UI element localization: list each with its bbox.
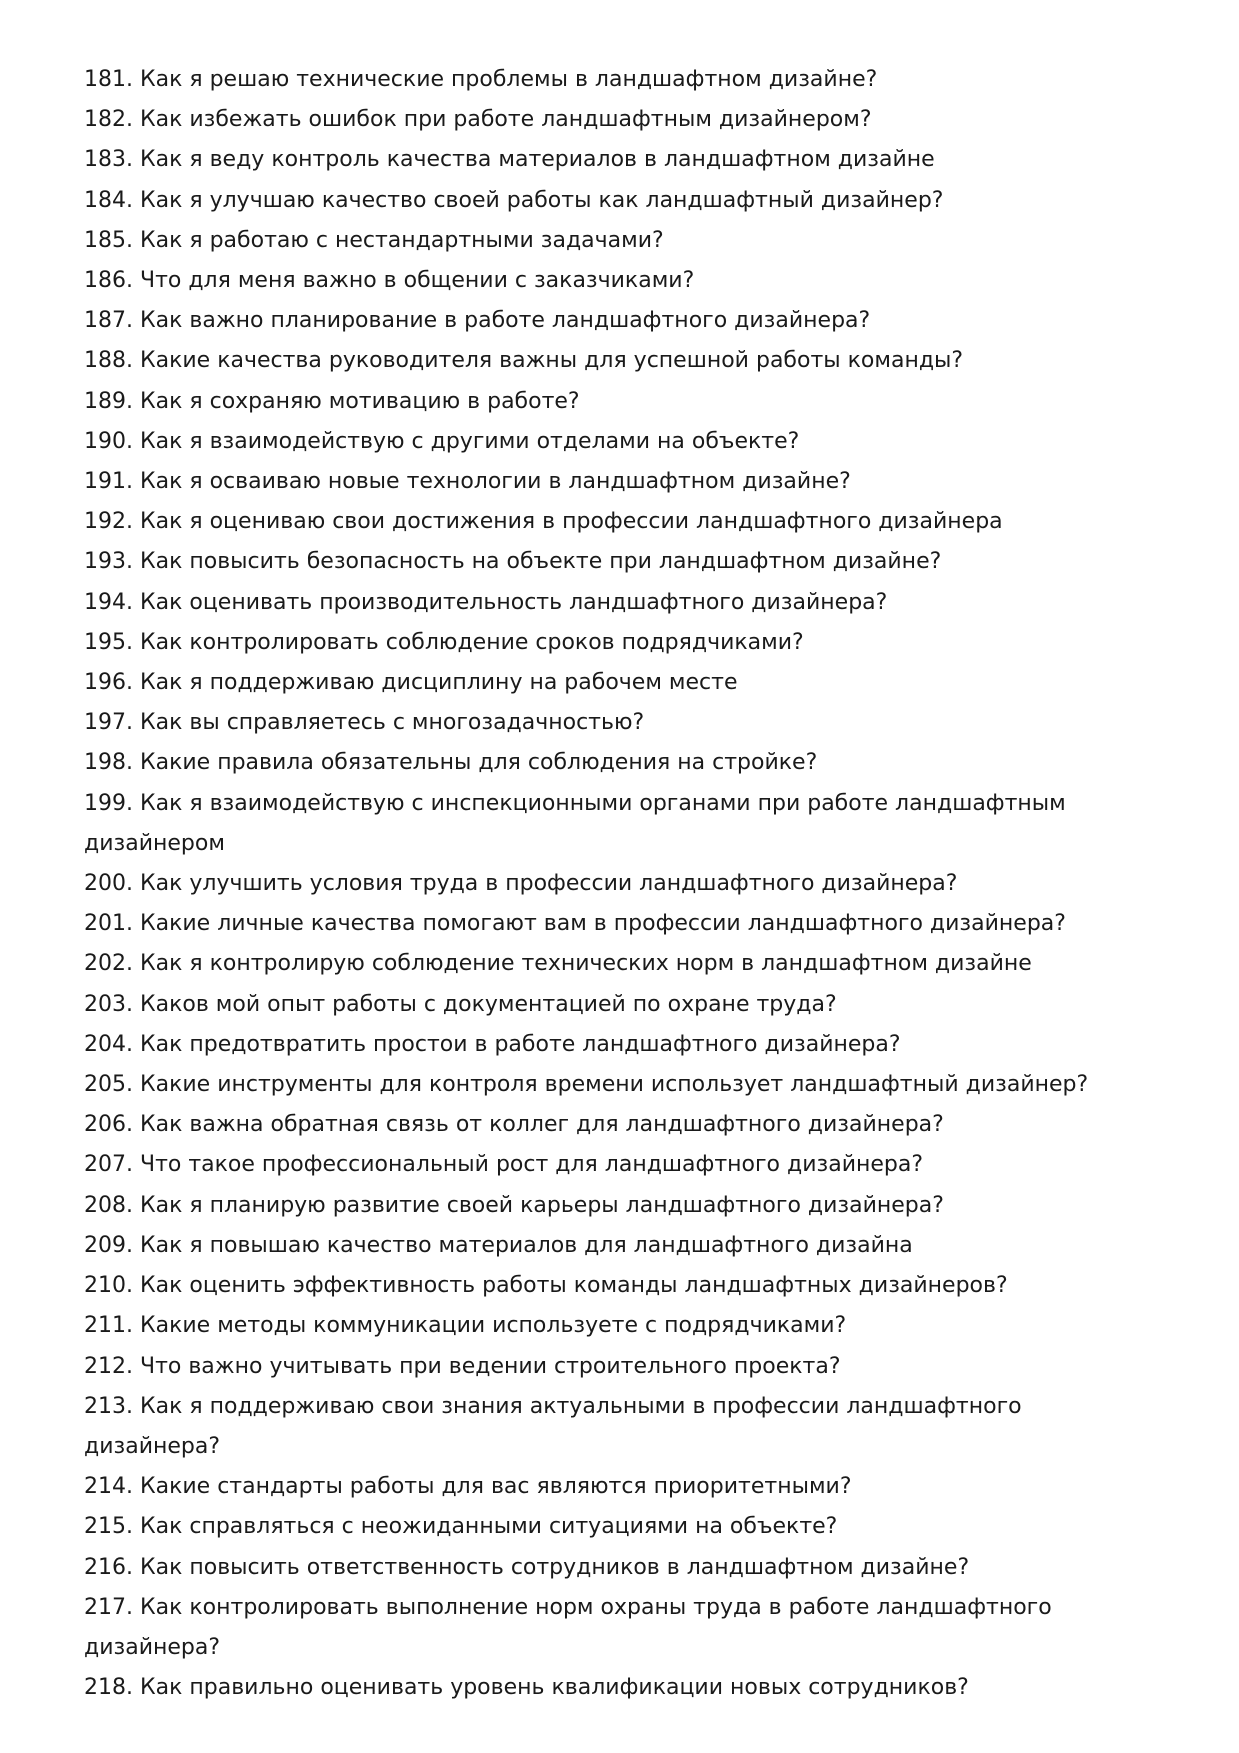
list-item <box>84 301 1164 341</box>
item-number: 182. <box>84 107 133 133</box>
item-text: Как улучшить условия труда в профессии ландшафтного дизайнера? <box>139 871 958 897</box>
item-number: 196. <box>84 670 133 696</box>
item-text: Как контролировать выполнение норм охраны труда в работе ландшафтного дизайнера? <box>84 1594 1052 1660</box>
item-number: 187. <box>84 308 133 334</box>
list-item <box>84 864 1164 904</box>
item-text: Как я работаю с нестандартными задачами? <box>139 227 664 253</box>
list-item <box>84 1347 1164 1387</box>
list-item <box>84 904 1164 944</box>
list-item <box>84 583 1164 623</box>
item-number: 198. <box>84 750 133 776</box>
item-text: Как я веду контроль качества материалов в ландшафтном дизайне <box>139 147 935 173</box>
item-text: Как вы справляетесь с многозадачностью? <box>139 710 645 736</box>
item-number: 215. <box>84 1514 133 1540</box>
item-number: 184. <box>84 187 133 213</box>
list-item <box>84 1065 1164 1105</box>
list-item <box>84 1145 1164 1185</box>
item-text: Что для меня важно в общении с заказчиками? <box>139 268 695 294</box>
item-number: 192. <box>84 509 133 535</box>
item-number: 208. <box>84 1192 133 1218</box>
item-number: 199. <box>84 790 133 816</box>
item-number: 211. <box>84 1313 133 1339</box>
list-item <box>84 784 1164 864</box>
item-number: 216. <box>84 1554 133 1580</box>
item-text: Как я взаимодействую с другими отделами на объекте? <box>139 428 800 454</box>
list-item <box>84 985 1164 1025</box>
item-number: 218. <box>84 1675 133 1701</box>
item-number: 197. <box>84 710 133 736</box>
item-number: 207. <box>84 1152 133 1178</box>
item-text: Как повысить ответственность сотрудников в ландшафтном дизайне? <box>139 1554 970 1580</box>
item-number: 210. <box>84 1273 133 1299</box>
item-text: Как важна обратная связь от коллег для ландшафтного дизайнера? <box>139 1112 944 1138</box>
item-text: Как оценить эффективность работы команды ландшафтных дизайнеров? <box>139 1273 1008 1299</box>
item-number: 214. <box>84 1474 133 1500</box>
question-list <box>84 60 1164 1708</box>
item-text: Как я решаю технические проблемы в ландшафтном дизайне? <box>139 67 878 92</box>
item-text: Какие правила обязательны для соблюдения на стройке? <box>139 750 818 776</box>
item-number: 195. <box>84 629 133 655</box>
list-item <box>84 1548 1164 1588</box>
item-number: 201. <box>84 911 133 937</box>
list-item <box>84 1588 1164 1668</box>
list-item <box>84 1025 1164 1065</box>
list-item <box>84 221 1164 261</box>
item-number: 186. <box>84 268 133 294</box>
item-text: Какие качества руководителя важны для успешной работы команды? <box>139 348 964 374</box>
item-text: Как предотвратить простои в работе ландшафтного дизайнера? <box>139 1031 901 1057</box>
list-item <box>84 1105 1164 1145</box>
list-item <box>84 382 1164 422</box>
item-number: 191. <box>84 469 133 495</box>
list-item <box>84 261 1164 301</box>
item-text: Какие инструменты для контроля времени использует ландшафтный дизайнер? <box>139 1072 1089 1098</box>
item-number: 183. <box>84 147 133 173</box>
item-number: 189. <box>84 388 133 414</box>
item-number: 205. <box>84 1072 133 1098</box>
item-number: 181. <box>84 67 133 92</box>
list-item <box>84 743 1164 783</box>
list-item <box>84 422 1164 462</box>
list-item <box>84 663 1164 703</box>
item-text: Как важно планирование в работе ландшафтного дизайнера? <box>139 308 871 334</box>
list-item <box>84 542 1164 582</box>
item-text: Как справляться с неожиданными ситуациями на объекте? <box>139 1514 838 1540</box>
item-number: 212. <box>84 1353 133 1379</box>
item-text: Как я оцениваю свои достижения в профессии ландшафтного дизайнера <box>139 509 1003 535</box>
list-item <box>84 181 1164 221</box>
list-item <box>84 60 1164 100</box>
item-text: Какие стандарты работы для вас являются приоритетными? <box>139 1474 852 1500</box>
item-number: 209. <box>84 1232 133 1258</box>
item-text: Как я планирую развитие своей карьеры ландшафтного дизайнера? <box>139 1192 944 1218</box>
item-number: 185. <box>84 227 133 253</box>
item-text: Что такое профессиональный рост для ландшафтного дизайнера? <box>139 1152 924 1178</box>
item-text: Как я взаимодействую с инспекционными органами при работе ландшафтным дизайнером <box>84 790 1066 856</box>
item-text: Как я поддерживаю дисциплину на рабочем месте <box>139 670 738 696</box>
item-text: Каков мой опыт работы с документацией по охране труда? <box>139 991 837 1017</box>
item-number: 204. <box>84 1031 133 1057</box>
list-item <box>84 1387 1164 1467</box>
item-text: Как я повышаю качество материалов для ландшафтного дизайна <box>139 1232 913 1258</box>
item-text: Какие личные качества помогают вам в профессии ландшафтного дизайнера? <box>139 911 1066 937</box>
item-number: 202. <box>84 951 133 977</box>
item-text: Как оценивать производительность ландшафтного дизайнера? <box>139 589 888 615</box>
item-text: Как я сохраняю мотивацию в работе? <box>139 388 580 414</box>
item-text: Как я улучшаю качество своей работы как ландшафтный дизайнер? <box>139 187 944 213</box>
list-item <box>84 140 1164 180</box>
item-number: 217. <box>84 1594 133 1620</box>
list-item <box>84 623 1164 663</box>
item-text: Как контролировать соблюдение сроков подрядчиками? <box>139 629 804 655</box>
item-number: 213. <box>84 1393 133 1419</box>
list-item <box>84 703 1164 743</box>
item-text: Как я поддерживаю свои знания актуальными в профессии ландшафтного дизайнера? <box>84 1393 1022 1459</box>
item-text: Как избежать ошибок при работе ландшафтным дизайнером? <box>139 107 872 133</box>
item-number: 190. <box>84 428 133 454</box>
list-item <box>84 1266 1164 1306</box>
list-item <box>84 944 1164 984</box>
list-item <box>84 1467 1164 1507</box>
list-item <box>84 1306 1164 1346</box>
item-number: 194. <box>84 589 133 615</box>
item-number: 200. <box>84 871 133 897</box>
item-number: 203. <box>84 991 133 1017</box>
list-item <box>84 100 1164 140</box>
item-number: 206. <box>84 1112 133 1138</box>
item-number: 193. <box>84 549 133 575</box>
list-item <box>84 462 1164 502</box>
list-item <box>84 502 1164 542</box>
item-text: Что важно учитывать при ведении строительного проекта? <box>139 1353 841 1379</box>
item-text: Как правильно оценивать уровень квалификации новых сотрудников? <box>139 1675 969 1701</box>
item-text: Как я осваиваю новые технологии в ландшафтном дизайне? <box>139 469 851 495</box>
item-text: Какие методы коммуникации используете с подрядчиками? <box>139 1313 847 1339</box>
list-item <box>84 1186 1164 1226</box>
item-text: Как повысить безопасность на объекте при ландшафтном дизайне? <box>139 549 942 575</box>
list-item <box>84 1507 1164 1547</box>
item-text: Как я контролирую соблюдение технических норм в ландшафтном дизайне <box>139 951 1032 977</box>
list-item <box>84 1668 1164 1708</box>
list-item <box>84 1226 1164 1266</box>
item-number: 188. <box>84 348 133 374</box>
list-item <box>84 341 1164 381</box>
